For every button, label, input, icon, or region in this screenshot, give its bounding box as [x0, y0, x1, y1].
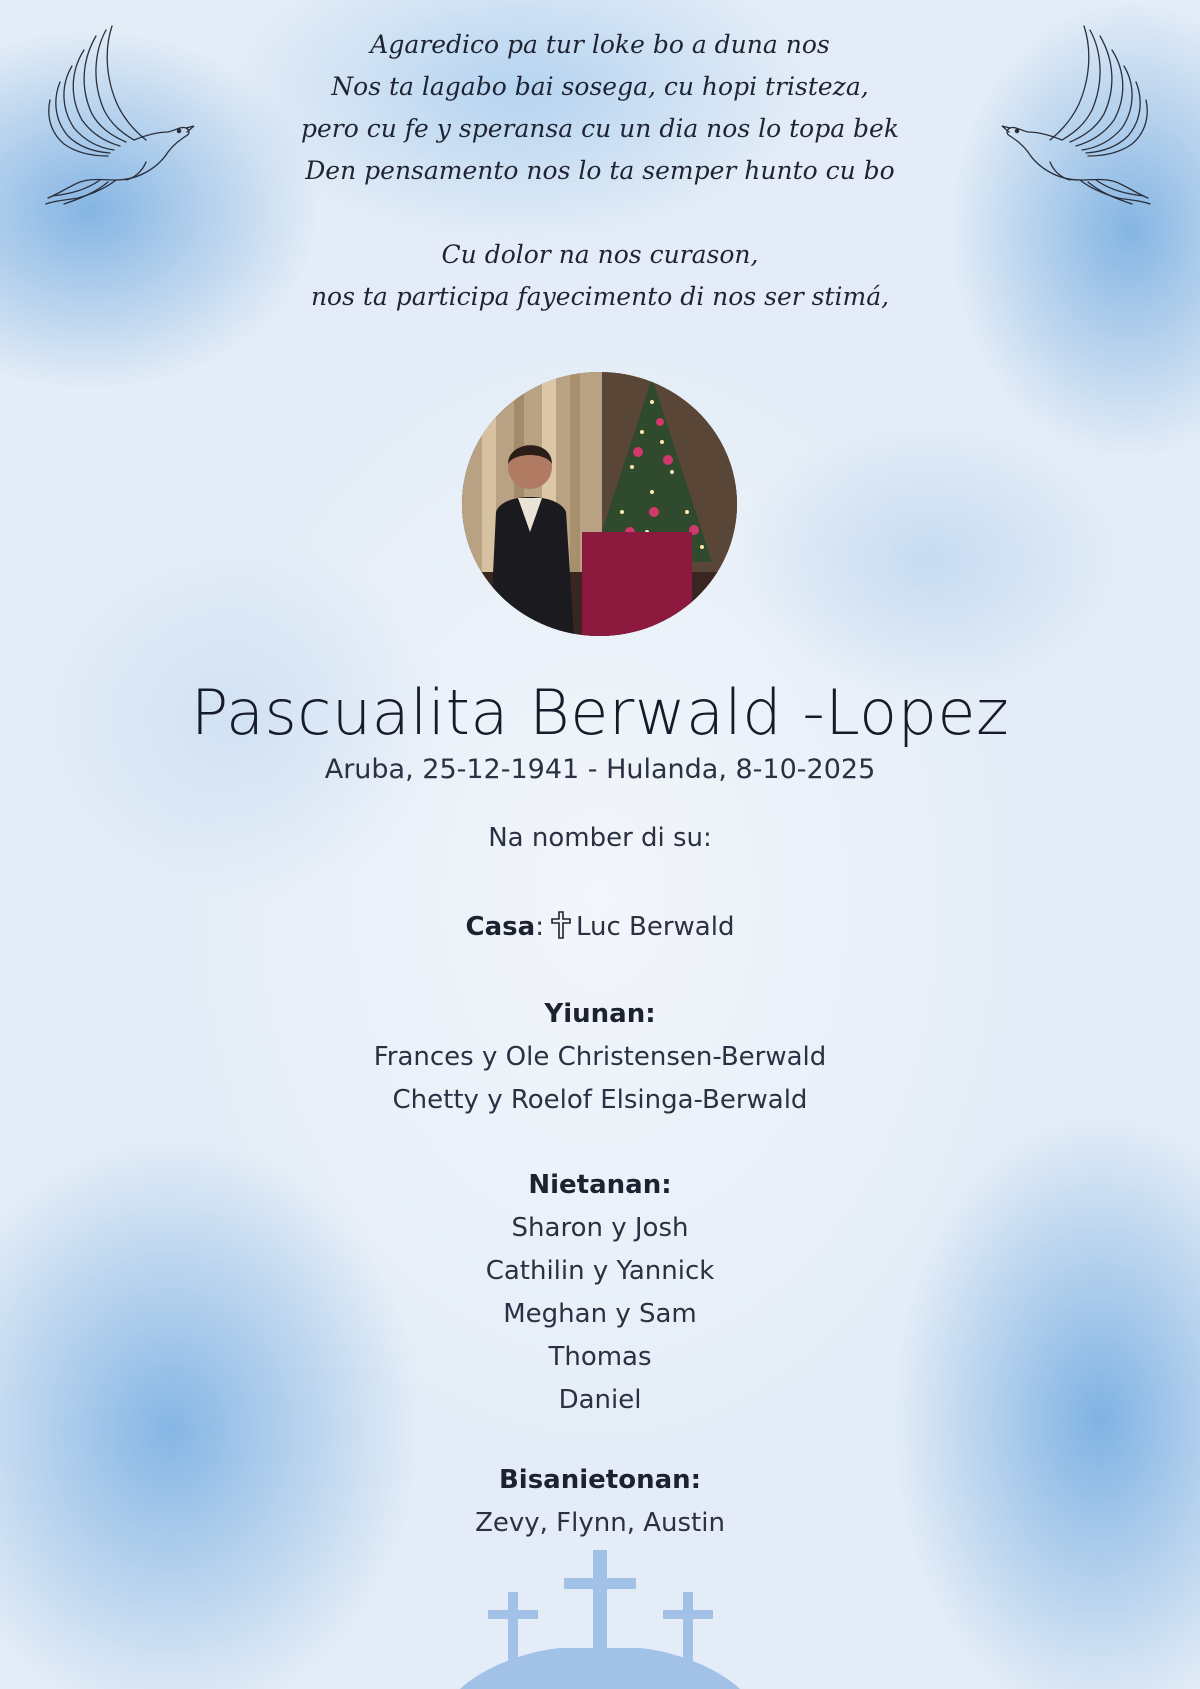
casa-line [0, 906, 1200, 949]
family-name: Sharon y Josh [511, 1213, 689, 1243]
poem [0, 24, 1200, 318]
yiunan-heading: Yiunan: [544, 999, 656, 1029]
poem-gap [0, 192, 1200, 234]
cross-icon [550, 910, 572, 940]
family-name: Thomas [548, 1342, 652, 1372]
three-crosses-icon [440, 1540, 760, 1689]
family-name: Chetty y Roelof Elsinga-Berwald [392, 1085, 808, 1115]
yiunan-section [0, 993, 1200, 1122]
poem-line: Cu dolor na nos curason, [441, 240, 759, 269]
bisanietonan-section [0, 1459, 1200, 1545]
poem-line: Nos ta lagabo bai sosega, cu hopi tristeza, [331, 72, 869, 101]
birth-death-dates: Aruba, 25-12-1941 - Hulanda, 8-10-2025 [324, 754, 876, 785]
on-behalf-of: Na nomber di su: [488, 823, 712, 853]
casa-heading: Casa [465, 912, 536, 942]
deceased-name: Pascualita Berwald -Lopez [190, 676, 1010, 749]
family-name: Frances y Ole Christensen-Berwald [373, 1042, 827, 1072]
nietanan-heading: Nietanan: [528, 1170, 672, 1200]
family-name: Cathilin y Yannick [485, 1256, 715, 1286]
spouse-name: Luc Berwald [575, 912, 735, 942]
poem-line: Agaredico pa tur loke bo a duna nos [370, 30, 830, 59]
family-name: Zevy, Flynn, Austin [475, 1508, 725, 1538]
casa-separator: : [535, 912, 544, 942]
portrait-photo [462, 372, 737, 636]
family-name: Meghan y Sam [503, 1299, 697, 1329]
poem-line: pero cu fe y speransa cu un dia nos lo topa bek [301, 114, 899, 143]
poem-line: Den pensamento nos lo ta semper hunto cu bo [305, 156, 895, 185]
casa-section [0, 906, 1200, 949]
bisanietonan-heading: Bisanietonan: [498, 1465, 702, 1495]
family-name: Daniel [558, 1385, 642, 1415]
poem-line: nos ta participa fayecimento di nos ser stimá, [310, 282, 890, 311]
nietanan-section [0, 1164, 1200, 1422]
